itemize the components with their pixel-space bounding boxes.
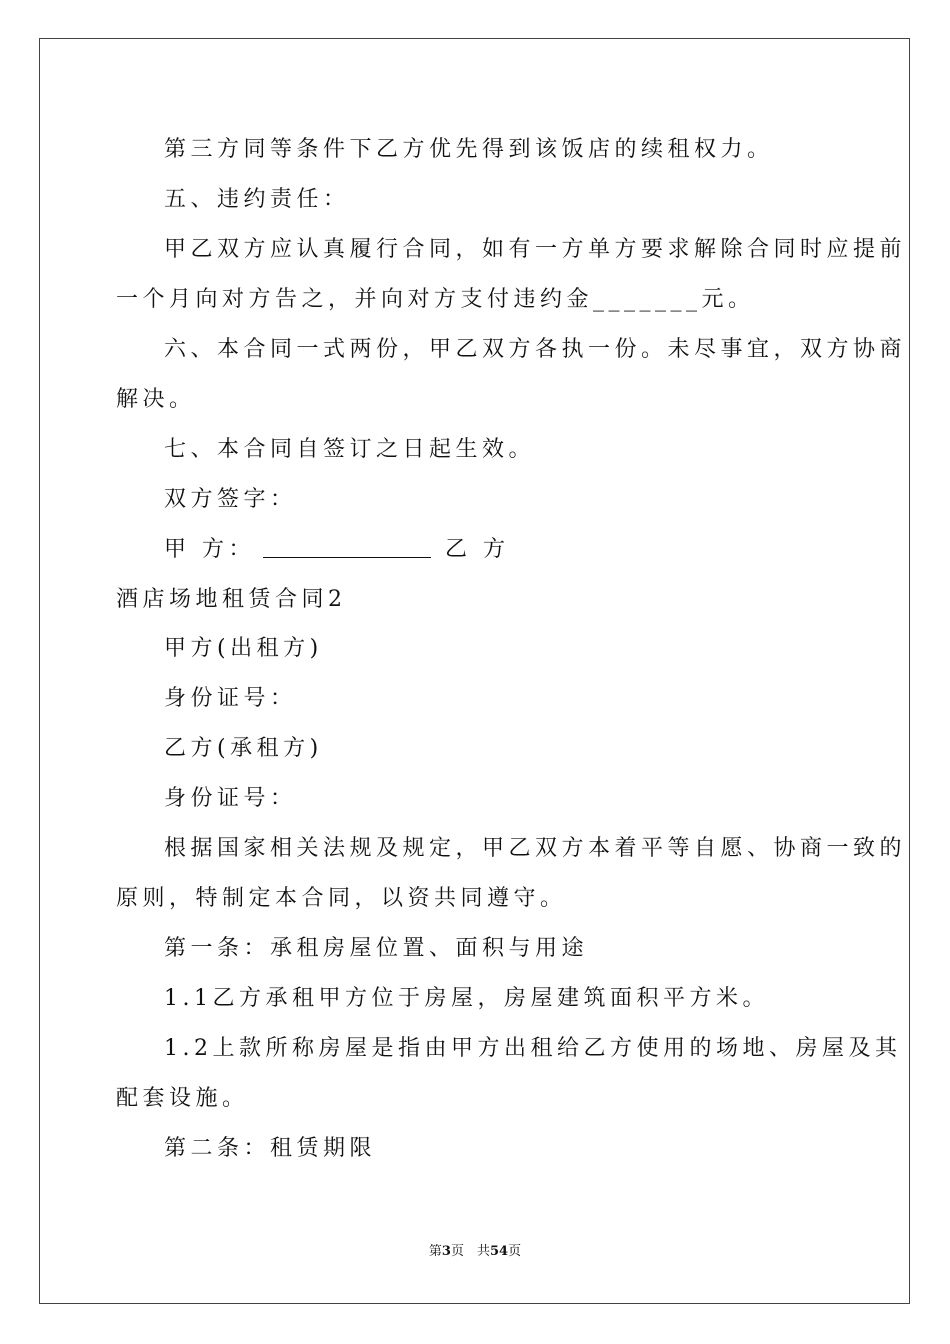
page-footer [0, 1244, 950, 1260]
signature-line [164, 537, 510, 563]
paragraph-line: 六、本合同一式两份，甲乙双方各执一份。未尽事宜，双方协商 [164, 337, 907, 362]
paragraph-line: 乙方(承租方) [164, 736, 323, 761]
signature-heading: 双方签字： [164, 487, 297, 512]
page-prefix: 第 [428, 1244, 442, 1259]
party-a-label: 甲 方： [164, 537, 255, 562]
total-pages: 54 [489, 1244, 509, 1259]
page-number: 3 [441, 1244, 451, 1259]
paragraph-line: 解决。 [116, 387, 196, 412]
paragraph-line: 1.2上款所称房屋是指由甲方出租给乙方使用的场地、房屋及其 [164, 1036, 902, 1061]
paragraph-line: 原则，特制定本合同，以资共同遵守。 [116, 886, 567, 911]
page-mid: 页 共 [450, 1244, 490, 1259]
party-b-label: 乙 方 [445, 537, 510, 562]
contract-title: 酒店场地租赁合同2 [116, 587, 347, 612]
page-suffix: 页 [508, 1244, 522, 1259]
paragraph-line: 一个月向对方告之，并向对方支付违约金_______元。 [116, 287, 755, 312]
paragraph-line: 1.1乙方承租甲方位于房屋，房屋建筑面积平方米。 [164, 986, 769, 1011]
paragraph-line: 七、本合同自签订之日起生效。 [164, 437, 536, 462]
paragraph-line: 根据国家相关法规及规定，甲乙双方本着平等自愿、协商一致的 [164, 836, 907, 861]
article-heading: 第二条：租赁期限 [164, 1136, 377, 1161]
article-heading: 第一条：承租房屋位置、面积与用途 [164, 936, 589, 961]
paragraph-line: 甲方(出租方) [164, 636, 323, 661]
paragraph-line: 身份证号： [164, 786, 297, 811]
paragraph-line: 配套设施。 [116, 1086, 249, 1111]
paragraph-line: 第三方同等条件下乙方优先得到该饭店的续租权力。 [164, 137, 774, 162]
paragraph-line: 身份证号： [164, 686, 297, 711]
page-border [39, 38, 910, 1304]
section-heading: 五、违约责任： [164, 187, 350, 212]
signature-blank [263, 537, 431, 558]
paragraph-line: 甲乙双方应认真履行合同，如有一方单方要求解除合同时应提前 [164, 237, 907, 262]
